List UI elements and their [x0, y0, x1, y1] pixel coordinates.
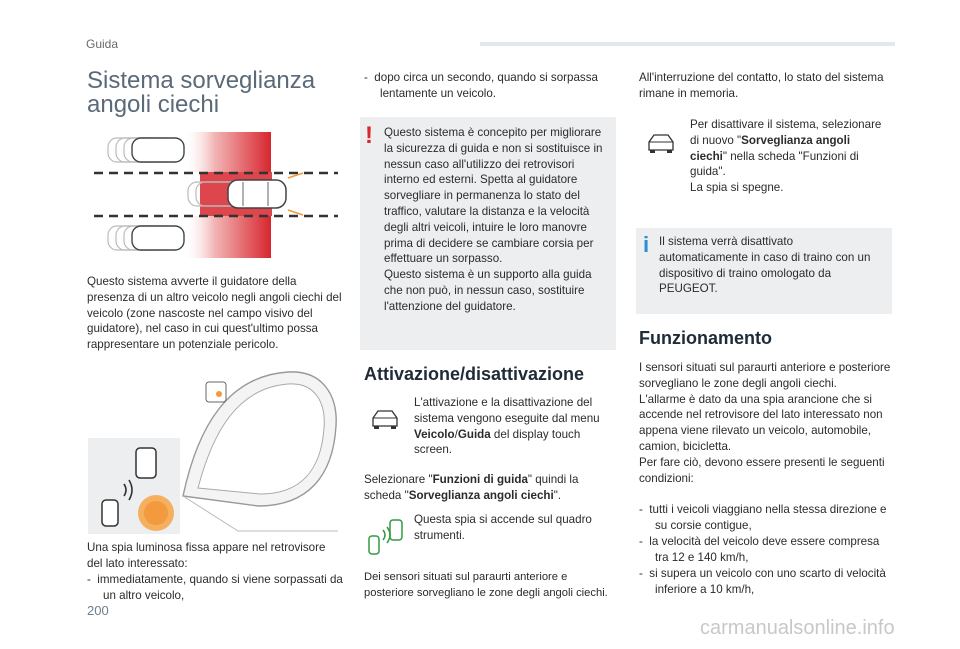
- lamp-on-text: Questa spia si accende sul quadro strumenti.: [414, 513, 592, 542]
- sensors-text: Dei sensori situati sul paraurti anteriore e posteriore sorvegliano le zone degli angoli ciechi.: [364, 571, 608, 599]
- intro-text: Questo sistema avverte il guidatore della presenza di un altro veicolo negli angoli ciechi del veicolo (zone nascoste nel campo visivo del guidatore), nel caso in cui quest'ultimo possa rappresentare un potenziale pericolo.: [87, 275, 342, 352]
- mirror-illustration: [88, 366, 343, 534]
- section-header: Guida: [86, 37, 119, 51]
- page-title: [87, 69, 315, 117]
- operation-text: I sensori situati sul paraurti anteriore e posteriore sorvegliano le zone degli angoli ciechi. L'allarme è dato da una spia arancione che si accende nel retrovisore del lato interessato non appena viene rilevato un veicolo, automobile, camion, bicicletta. Per fare ciò, devono essere presenti le seguenti condizioni:: [639, 361, 891, 485]
- condition-1: - tutti i veicoli viaggiano nella stessa direzione e su corsie contigue,: [639, 503, 887, 532]
- car-settings-icon: [370, 408, 400, 430]
- select-text: Selezionare "Funzioni di guida" quindi la scheda "Sorveglianza angoli ciechi".: [364, 473, 579, 502]
- memory-text: All'interruzione del contatto, lo stato del sistema rimane in memoria.: [639, 71, 884, 100]
- blind-spot-warning-icon: [366, 518, 410, 558]
- warning-icon: !: [365, 122, 373, 149]
- bullet-overtaken: - immediatamente, quando si viene sorpassati da un altro veicolo,: [87, 573, 343, 602]
- condition-3: - si supera un veicolo con uno scarto di velocità inferiore a 10 km/h,: [639, 567, 886, 596]
- page-number: 200: [87, 603, 109, 618]
- section-heading-operation: Funzionamento: [639, 328, 772, 348]
- bullet-overtaking: - dopo circa un secondo, quando si sorpassa lentamente un veicolo.: [364, 71, 598, 100]
- watermark: carmanualsonline.info: [700, 617, 895, 639]
- lamp-text: Una spia luminosa fissa appare nel retrovisore del lato interessato:: [87, 541, 326, 570]
- info-text: Il sistema verrà disattivato automaticamente in caso di traino con un dispositivo di traino omologato da PEUGEOT.: [659, 235, 871, 296]
- section-heading-activation: Attivazione/disattivazione: [364, 364, 585, 384]
- blind-spot-diagram: [88, 128, 343, 263]
- title-line-1: Sistema sorveglianza: [87, 67, 316, 94]
- warning-text: Questo sistema è concepito per migliorare la sicurezza di guida e non si sostituisce in nessun caso all'utilizzo dei retrovisori interno ed esterni. Spetta al guidatore sorvegliare in permanenza lo stato del traffico, valutare la distanza e la velocità degli altri veicoli, intuire le loro manovre prima di decidere se cambiare corsia per effettuare un sorpasso. Questo sistema è un supporto alla guida che non può, in nessun caso, sostituire l'attenzione del guidatore.: [384, 126, 603, 313]
- info-icon: i: [643, 232, 650, 257]
- title-line-2: angoli ciechi: [87, 91, 220, 118]
- header-bar: [480, 42, 895, 46]
- activation-text: L'attivazione e la disattivazione del sistema vengono eseguite dal menu Veicolo/Guida del display touch screen.: [414, 396, 600, 457]
- car-settings-icon-2: [646, 132, 676, 154]
- deactivation-text: Per disattivare il sistema, selezionare di nuovo "Sorveglianza angoli ciechi" nella scheda "Funzioni di guida". La spia si spegne.: [690, 118, 882, 195]
- condition-2: - la velocità del veicolo deve essere compresa tra 12 e 140 km/h,: [639, 535, 880, 564]
